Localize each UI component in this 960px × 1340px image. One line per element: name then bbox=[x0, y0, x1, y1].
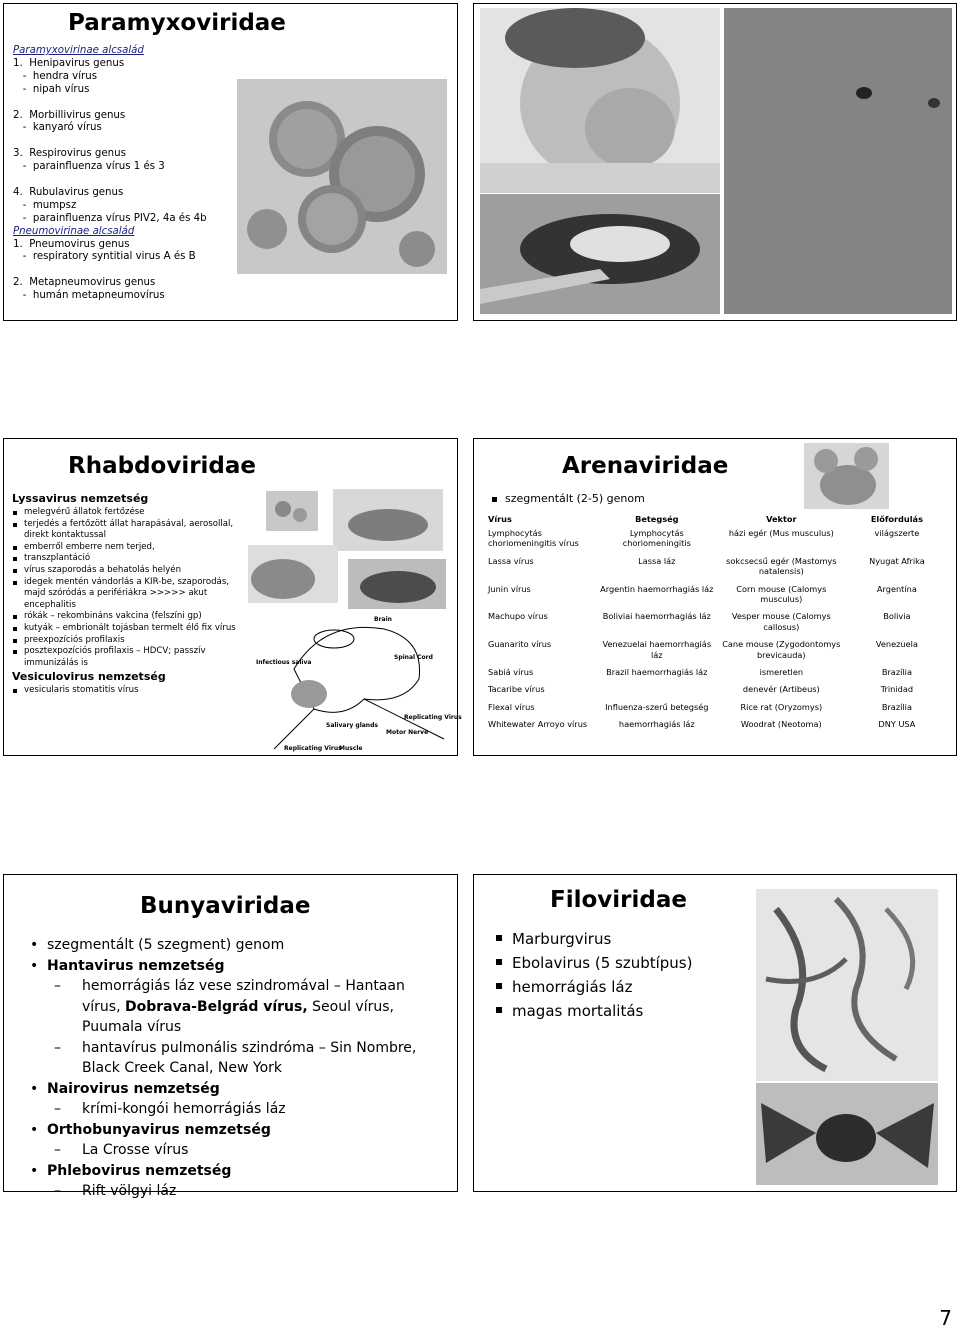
table-cell: Lymphocytás choriomeningitis vírus bbox=[488, 528, 579, 549]
label-infectious-saliva: Infectious saliva bbox=[256, 659, 312, 666]
list-item: Ebolavirus (5 szubtípus) bbox=[494, 951, 734, 975]
micrograph-image bbox=[237, 79, 447, 274]
table-cell: Argentin haemorrhagiás láz bbox=[600, 583, 714, 594]
table-cell: Argentína bbox=[876, 583, 917, 594]
table-cell bbox=[597, 684, 717, 701]
text-part: hemorrágiás láz vese szindromával – Hantaan vírus, bbox=[82, 978, 405, 1015]
list-line bbox=[13, 174, 243, 187]
table-cell: Junin vírus bbox=[488, 583, 531, 594]
sub-list-item bbox=[30, 976, 440, 1038]
list-line: - nipah vírus bbox=[13, 83, 90, 95]
table-cell: Sabiá vírus bbox=[488, 667, 534, 678]
text-part: szegmentált (5 szegment) genom bbox=[47, 937, 285, 953]
genus-heading: Lyssavirus nemzetség bbox=[12, 492, 149, 505]
page-number: 7 bbox=[939, 1306, 952, 1330]
table-row bbox=[486, 684, 948, 701]
skin-rash-photo bbox=[724, 8, 952, 314]
table-cell: Influenza-szerű betegség bbox=[605, 701, 709, 712]
table-header: Vírus bbox=[488, 514, 512, 524]
sub-list-item bbox=[30, 1038, 440, 1079]
list-line: 2. Morbillivirus genus bbox=[13, 109, 126, 121]
mouth-photo bbox=[480, 194, 720, 314]
list-item: kutyák – embrionált tojásban termelt élő fix vírus bbox=[12, 623, 244, 635]
slide-paramyxoviridae bbox=[3, 3, 458, 321]
table-header: Előfordulás bbox=[870, 514, 923, 524]
slide-title: Rhabdoviridae bbox=[68, 453, 257, 479]
list-line bbox=[13, 135, 243, 148]
text-part: Rift völgyi láz bbox=[82, 1183, 177, 1199]
table-row bbox=[486, 702, 948, 719]
table-cell: Trinidad bbox=[880, 684, 914, 695]
label-muscle: Muscle bbox=[339, 745, 363, 752]
table-cell: Lymphocytás choriomeningitis bbox=[622, 528, 691, 549]
text-part: Seoul vírus, Puumala vírus bbox=[82, 998, 394, 1035]
sub-list-item bbox=[30, 1140, 440, 1161]
list-line: - parainfluenza vírus 1 és 3 bbox=[13, 161, 165, 173]
paramyxo-list bbox=[13, 45, 243, 303]
label-salivary-glands: Salivary glands bbox=[326, 722, 378, 729]
text-part: Dobrava-Belgrád vírus, bbox=[125, 998, 308, 1015]
genome-bullet bbox=[492, 492, 645, 505]
table-cell: ismeretlen bbox=[759, 667, 804, 678]
text-part: La Crosse vírus bbox=[82, 1142, 189, 1158]
list-item: vesicularis stomatitis vírus bbox=[12, 685, 244, 697]
table-row bbox=[486, 719, 948, 736]
genus-heading: Vesiculovirus nemzetség bbox=[12, 670, 166, 684]
text-part: Nairovirus nemzetség bbox=[47, 1080, 220, 1097]
table-cell: világszerte bbox=[874, 528, 920, 538]
list-line: Paramyxovirinae alcsalád bbox=[13, 45, 144, 56]
rabies-pathogenesis-diagram bbox=[254, 609, 462, 754]
slide-title: Filoviridae bbox=[550, 887, 687, 913]
list-item: rókák – rekombináns vakcina (felszíni gp) bbox=[12, 611, 244, 623]
table-cell: sokcsecsű egér (Mastomys natalensis) bbox=[726, 555, 837, 577]
patient-face-photo bbox=[480, 8, 720, 193]
mouse-image bbox=[804, 443, 889, 509]
list-item: preexpozíciós profilaxis bbox=[12, 635, 244, 647]
table-cell: Vesper mouse (Calomys callosus) bbox=[731, 611, 831, 632]
list-line: - hendra vírus bbox=[13, 70, 97, 82]
label-spinal-cord: Spinal Cord bbox=[394, 654, 433, 661]
list-line: Pneumovirinae alcsalád bbox=[13, 225, 135, 237]
table-cell: Boliviai haemorrhagiás láz bbox=[602, 611, 711, 622]
slide-arenaviridae bbox=[473, 438, 957, 756]
list-item: Marburgvirus bbox=[494, 927, 734, 951]
list-line: - humán metapneumovírus bbox=[13, 290, 165, 302]
table-cell: Cane mouse (Zygodontomys brevicauda) bbox=[722, 639, 841, 660]
list-item bbox=[30, 935, 440, 956]
list-line: - kanyaró vírus bbox=[13, 122, 102, 134]
table-cell: denevér (Artibeus) bbox=[742, 684, 820, 695]
list-line: 2. Metapneumovirus genus bbox=[13, 277, 156, 289]
table-row bbox=[486, 667, 948, 684]
table-cell: Woodrat (Neotoma) bbox=[740, 719, 822, 730]
list-line bbox=[13, 97, 243, 110]
genome-text: szegmentált (2-5) genom bbox=[505, 492, 645, 505]
table-cell: Lassa vírus bbox=[488, 555, 534, 566]
list-item: magas mortalitás bbox=[494, 999, 734, 1023]
table-cell: Guanarito vírus bbox=[488, 639, 552, 650]
table-cell: Corn mouse (Calomys musculus) bbox=[736, 583, 827, 605]
table-header: Vektor bbox=[766, 514, 797, 524]
table-cell: Brazília bbox=[881, 667, 912, 678]
list-line: 1. Henipavirus genus bbox=[13, 57, 125, 69]
text-part: Phlebovirus nemzetség bbox=[47, 1162, 232, 1179]
table-cell: Flexal vírus bbox=[488, 701, 535, 712]
slide-title: Bunyaviridae bbox=[140, 893, 311, 919]
list-item: transzplantáció bbox=[12, 553, 244, 565]
list-item: melegvérű állatok fertőzése bbox=[12, 507, 244, 519]
table-cell: Rice rat (Oryzomys) bbox=[740, 701, 823, 712]
table-cell: Venezuelai haemorrhagiás láz bbox=[602, 639, 712, 660]
table-cell: haemorrhagiás láz bbox=[618, 719, 695, 730]
list-line: 3. Respirovirus genus bbox=[13, 148, 126, 160]
table-cell: Venezuela bbox=[875, 639, 918, 650]
table-cell: DNY USA bbox=[878, 719, 916, 730]
list-item: idegek mentén vándorlás a KIR-be, szaporodás, majd szóródás a perifériákra >>>>> akut encephalitis bbox=[12, 577, 244, 612]
filo-list bbox=[494, 927, 734, 1023]
table-header: Betegség bbox=[635, 514, 679, 524]
label-motor-nerve: Motor Nerve bbox=[386, 729, 429, 736]
table-cell: Bolivia bbox=[883, 611, 911, 622]
table-row bbox=[486, 584, 948, 612]
list-line: 1. Pneumovirus genus bbox=[13, 238, 130, 250]
slide-patient-photos bbox=[473, 3, 957, 321]
label-replicating-virus: Replicating Virus bbox=[284, 745, 342, 752]
slide-filoviridae bbox=[473, 874, 957, 1192]
rabies-animals-images bbox=[238, 487, 450, 612]
slide-bunyaviridae bbox=[3, 874, 458, 1199]
text-part: hantavírus pulmonális szindróma – Sin Nombre, Black Creek Canal, New York bbox=[82, 1039, 417, 1076]
text-part: Orthobunyavirus nemzetség bbox=[47, 1121, 271, 1138]
table-cell: házi egér (Mus musculus) bbox=[728, 528, 834, 538]
label-brain: Brain bbox=[374, 616, 392, 623]
label-replicating-virus-2: Replicating Virus bbox=[404, 714, 462, 721]
list-item: emberről emberre nem terjed, bbox=[12, 542, 244, 554]
bat-image bbox=[756, 1083, 938, 1185]
slide-rhabdoviridae bbox=[3, 438, 462, 756]
table-cell: Lassa láz bbox=[638, 555, 676, 566]
table-row bbox=[486, 611, 948, 639]
table-row bbox=[486, 639, 948, 667]
sub-list-item bbox=[30, 1099, 440, 1120]
table-cell: Brazília bbox=[881, 701, 912, 712]
list-line: - mumpsz bbox=[13, 199, 77, 211]
list-item bbox=[30, 956, 440, 977]
table-cell: Tacaribe vírus bbox=[488, 684, 545, 695]
text-part: Hantavirus nemzetség bbox=[47, 957, 225, 974]
list-line: - parainfluenza vírus PIV2, 4a és 4b bbox=[13, 212, 207, 224]
list-item bbox=[30, 1161, 440, 1182]
arenavirus-table bbox=[486, 514, 948, 737]
list-line: - respiratory syntitial virus A és B bbox=[13, 251, 196, 263]
text-part: krími-kongói hemorrágiás láz bbox=[82, 1101, 286, 1117]
table-cell: Nyugat Afrika bbox=[869, 555, 925, 566]
slide-title: Arenaviridae bbox=[562, 453, 729, 479]
sub-list-item bbox=[30, 1181, 440, 1202]
filovirus-micrograph bbox=[756, 889, 938, 1081]
list-item: vírus szaporodás a behatolás helyén bbox=[12, 565, 244, 577]
table-row bbox=[486, 528, 948, 556]
list-item: hemorrágiás láz bbox=[494, 975, 734, 999]
list-item: terjedés a fertőzött állat harapásával, aerosollal, direkt kontaktussal bbox=[12, 519, 244, 542]
table-cell: Machupo vírus bbox=[488, 611, 548, 622]
table-cell: Brazil haemorrhagiás láz bbox=[606, 667, 708, 678]
table-row bbox=[486, 556, 948, 584]
list-item bbox=[30, 1120, 440, 1141]
list-line: 4. Rubulavirus genus bbox=[13, 186, 124, 198]
rhabdo-list bbox=[12, 491, 244, 697]
slide-title: Paramyxoviridae bbox=[68, 10, 286, 36]
list-item: posztexpozíciós profilaxis – HDCV; passzív immunizálás is bbox=[12, 646, 244, 669]
list-item bbox=[30, 1079, 440, 1100]
list-line bbox=[13, 264, 243, 277]
table-cell: Whitewater Arroyo vírus bbox=[488, 719, 588, 730]
bunya-list bbox=[30, 935, 440, 1202]
